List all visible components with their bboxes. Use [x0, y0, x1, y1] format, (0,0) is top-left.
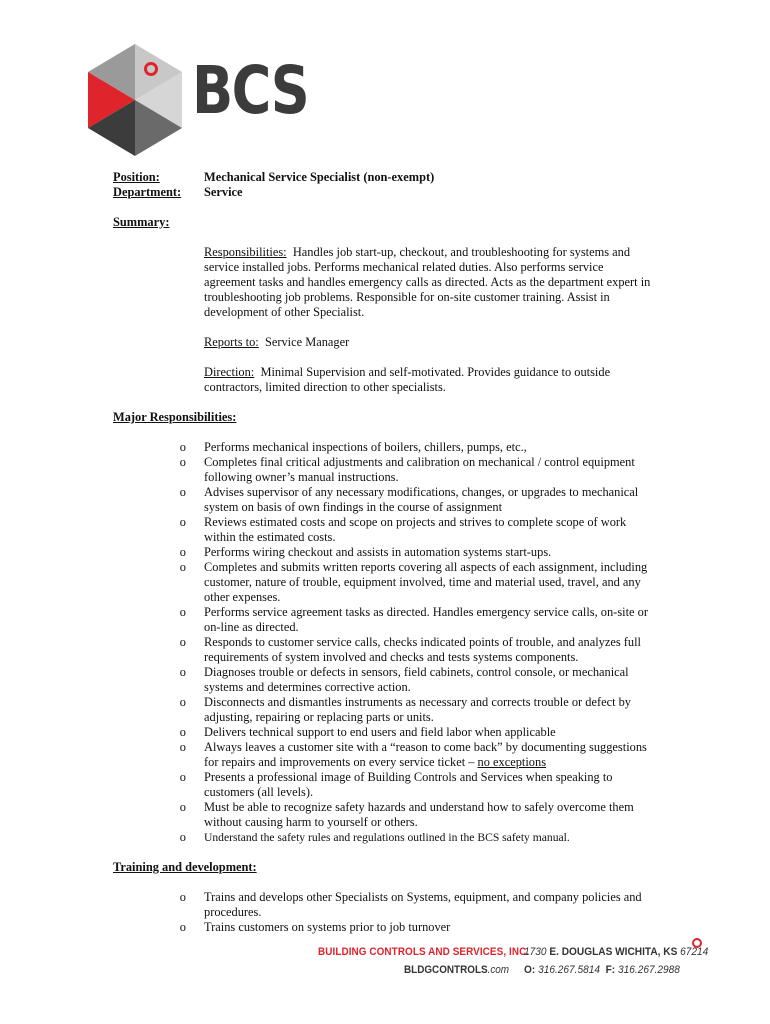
- direction-paragraph: [204, 365, 658, 395]
- list-item: o Trains and develops other Specialists on Systems, equipment, and company policies and procedures.: [179, 890, 642, 919]
- reports-text: Service Manager: [264, 335, 350, 349]
- list-item: o Performs wiring checkout and assists in automation systems start-ups.: [179, 545, 552, 559]
- position-label: Position:: [113, 170, 160, 184]
- list-item: o Disconnects and dismantles instruments as necessary and corrects trouble or defect by adjusting, repairing or replacing parts or units.: [179, 695, 631, 724]
- list-item: o Understand the safety rules and regulations outlined in the BCS safety manual.: [179, 830, 570, 844]
- responsibilities-paragraph: [204, 245, 658, 320]
- list-item: o Advises supervisor of any necessary modifications, changes, or upgrades to mechanical system on basis of own findings in the course of assignment: [179, 485, 639, 514]
- job-description: [113, 170, 658, 935]
- training-list: [113, 890, 658, 935]
- list-item: o Performs mechanical inspections of boilers, chillers, pumps, etc.,: [179, 440, 527, 454]
- list-item: o Completes final critical adjustments and calibration on mechanical / control equipment following owner’s manual instructions.: [179, 455, 635, 484]
- footer-phones: O: 316.267.5814 F: 316.267.2988: [524, 964, 680, 976]
- footer-company: BUILDING CONTROLS AND SERVICES, INC.: [318, 946, 530, 958]
- bcs-logo: [88, 44, 309, 164]
- reports-paragraph: [204, 335, 658, 350]
- list-item: o Delivers technical support to end users and field labor when applicable: [179, 725, 556, 739]
- list-item: o Always leaves a customer site with a “reason to come back” by documenting suggestions for repairs and improvements on every service ticket – no exceptions: [179, 740, 647, 769]
- footer-ring-icon: [692, 938, 702, 948]
- direction-text: Minimal Supervision and self-motivated. Provides guidance to outside contractors, limited direction to other specialists.: [204, 365, 611, 394]
- major-responsibilities-heading: Major Responsibilities:: [113, 410, 237, 424]
- list-item: o Responds to customer service calls, checks indicated points of trouble, and analyzes full requirements of system involved and checks and tests systems components.: [179, 635, 641, 664]
- no-exceptions-text: no exceptions: [477, 755, 547, 769]
- list-item: o Reviews estimated costs and scope on projects and strives to complete scope of work within the estimated costs.: [179, 515, 627, 544]
- position-value: Mechanical Service Specialist (non-exempt): [204, 170, 435, 184]
- footer: [318, 944, 709, 984]
- list-item: o Trains customers on systems prior to job turnover: [179, 920, 451, 934]
- list-item: o Completes and submits written reports covering all aspects of each assignment, including customer, nature of trouble, equipment involved, time and material used, travel, and any other expenses.: [179, 560, 648, 604]
- responsibilities-label: Responsibilities:: [204, 245, 287, 259]
- summary-heading: Summary:: [113, 215, 170, 229]
- responsibilities-text: Handles job start-up, checkout, and troubleshooting for systems and service installed jobs. Performs mechanical related duties. Also performs service agreement tasks and handles emergency calls as directed. Acts as the department expert in troubleshooting job problems. Responsible for on-site customer training. Assist in development of other Specialist.: [204, 245, 651, 319]
- reports-label: Reports to:: [204, 335, 259, 349]
- department-value: Service: [204, 185, 243, 199]
- list-item: o Performs service agreement tasks as directed. Handles emergency service calls, on-site or on-line as directed.: [179, 605, 648, 634]
- logo-wordmark: BCS: [192, 52, 309, 129]
- department-row: [113, 185, 658, 200]
- footer-address: 1730 E. DOUGLAS WICHITA, KS 67214: [524, 946, 709, 958]
- training-heading: Training and development:: [113, 860, 257, 874]
- position-row: [113, 170, 658, 185]
- list-item: o Diagnoses trouble or defects in sensors, field cabinets, control console, or mechanical systems and determines corrective action.: [179, 665, 629, 694]
- major-responsibilities-list: [113, 440, 658, 845]
- reason-to-come-back-text: Always leaves a customer site with a “reason to come back” by documenting suggestions for repairs and improvements on every service ticket –: [204, 740, 647, 769]
- direction-label: Direction:: [204, 365, 255, 379]
- list-item: o Must be able to recognize safety hazards and understand how to safely overcome them without causing harm to yourself or others.: [179, 800, 634, 829]
- list-item: o Presents a professional image of Building Controls and Services when speaking to customers (all levels).: [179, 770, 613, 799]
- footer-website: BLDGCONTROLS.com: [404, 964, 510, 976]
- department-label: Department:: [113, 185, 182, 199]
